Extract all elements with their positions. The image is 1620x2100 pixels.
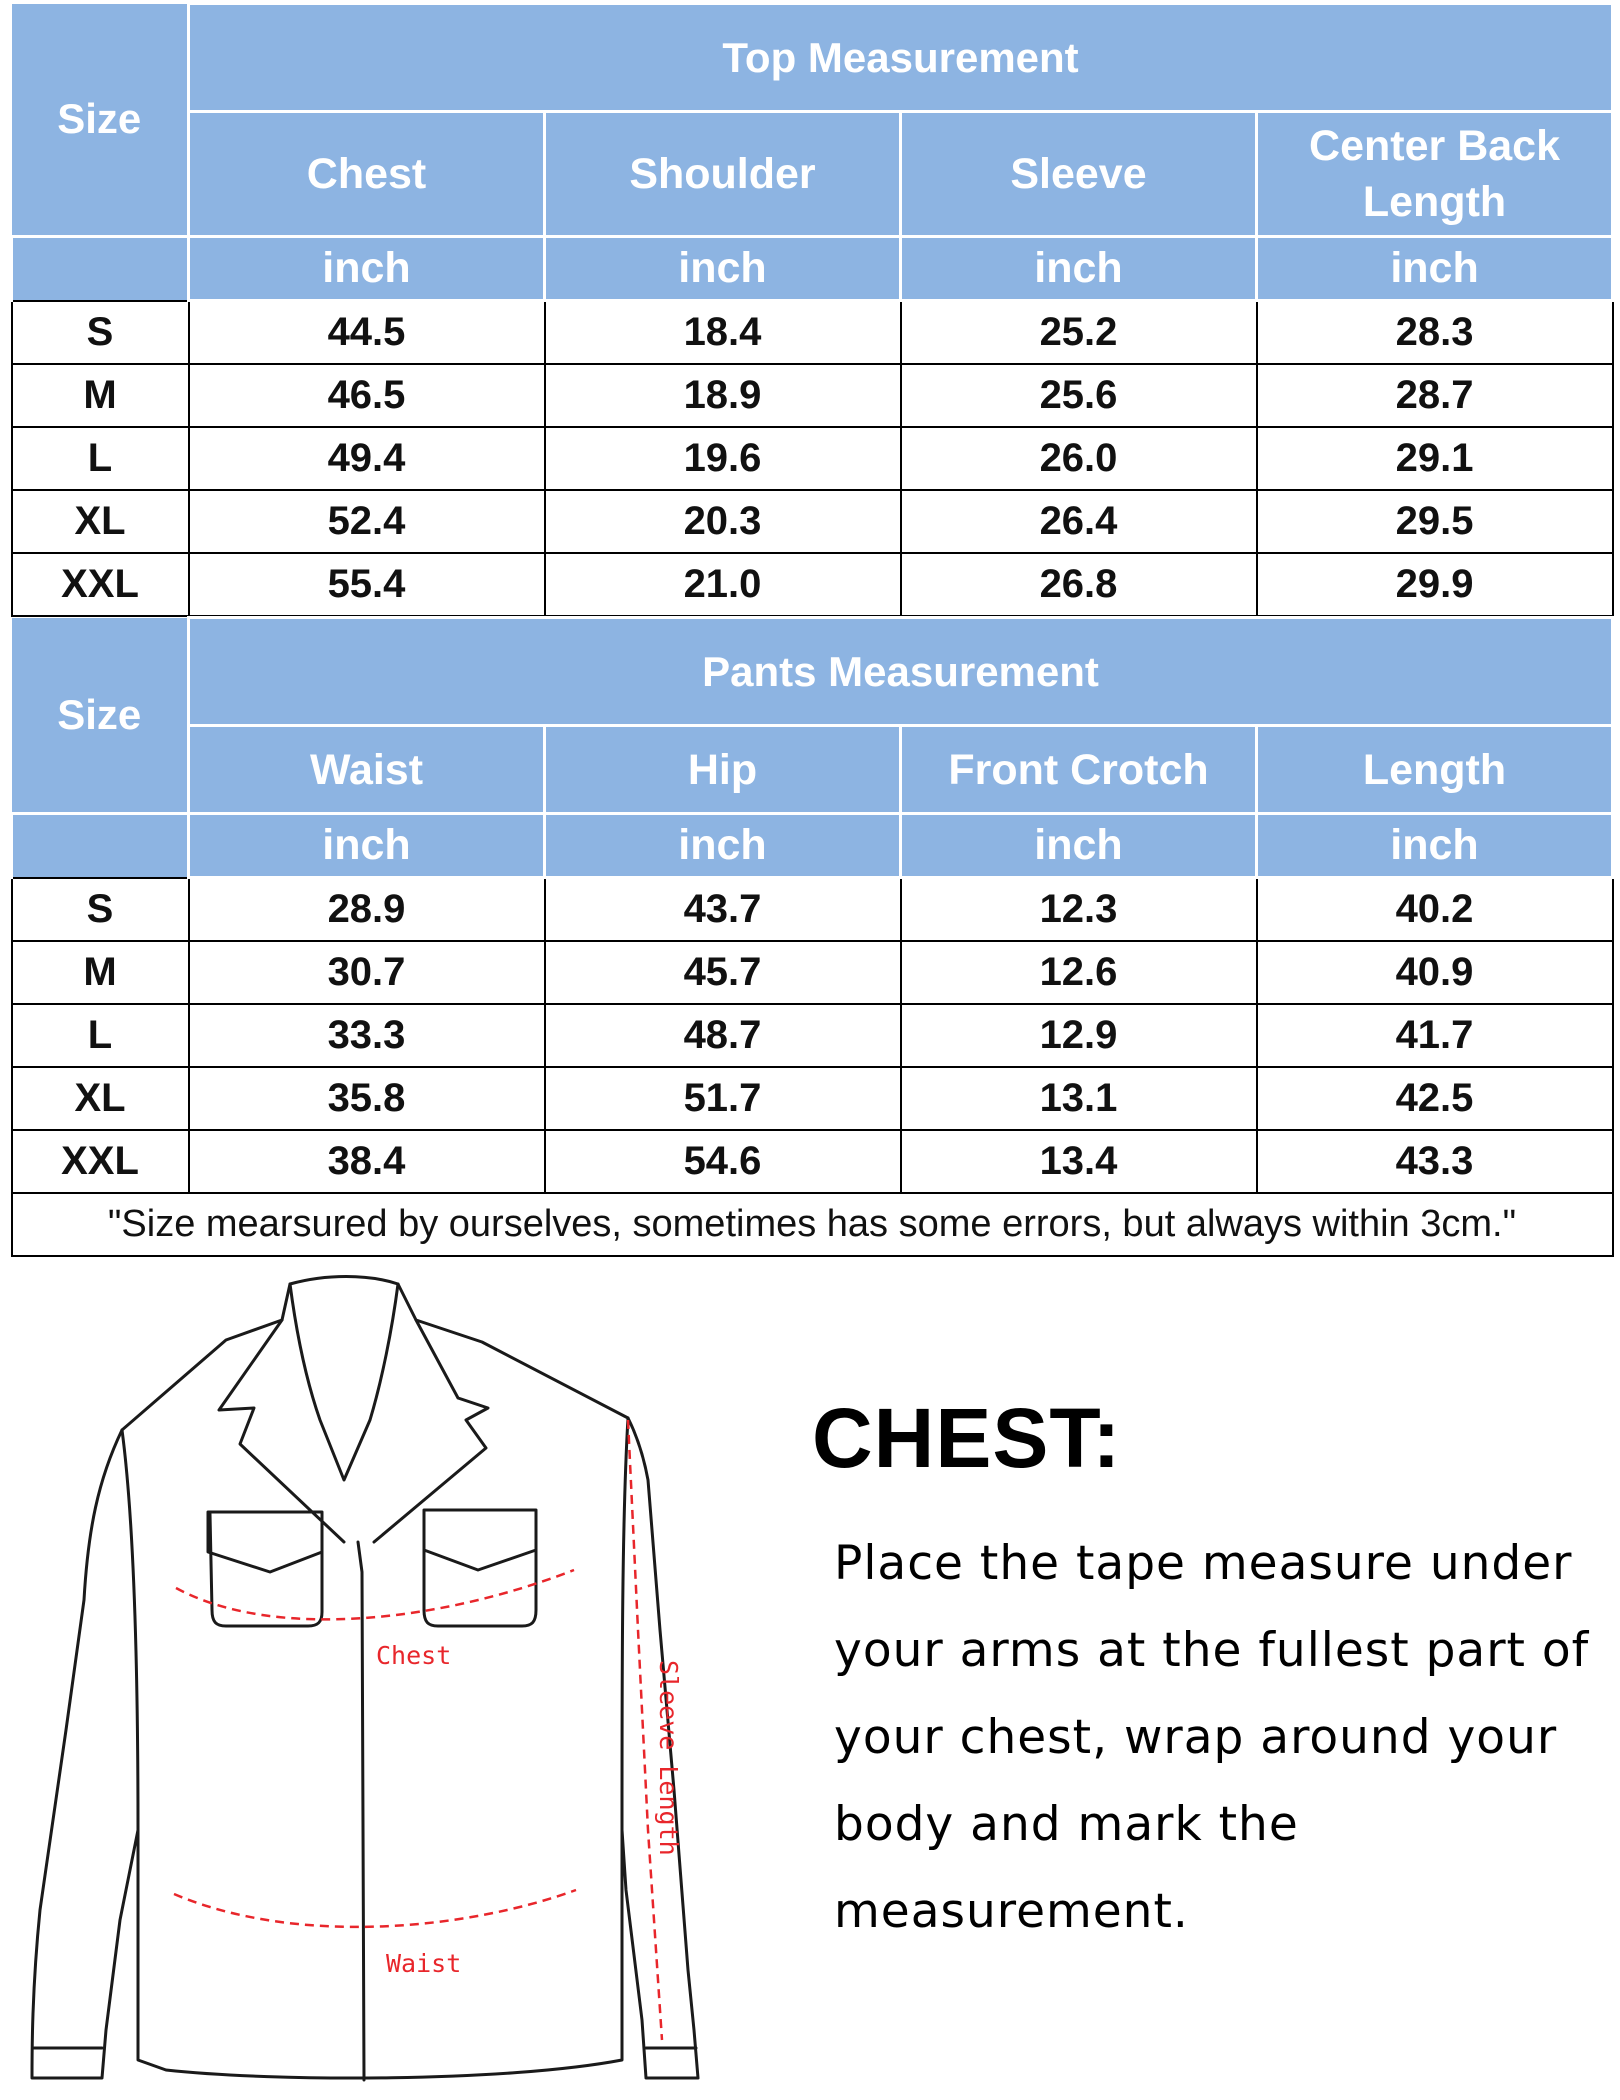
table-row bbox=[12, 878, 1613, 942]
value-cell: 54.6 bbox=[545, 1130, 901, 1193]
table-row bbox=[12, 941, 1613, 1004]
table-row bbox=[12, 490, 1613, 553]
value-cell: 26.0 bbox=[901, 427, 1257, 490]
column-header-chest: Chest bbox=[189, 112, 545, 237]
chest-measure-line bbox=[176, 1570, 574, 1619]
column-header-center-back-length: Center Back Length bbox=[1257, 112, 1613, 237]
value-cell: 26.8 bbox=[901, 553, 1257, 616]
size-cell: S bbox=[12, 301, 189, 365]
value-cell: 18.4 bbox=[545, 301, 901, 365]
value-cell: 46.5 bbox=[189, 364, 545, 427]
value-cell: 43.7 bbox=[545, 878, 901, 942]
unit-label: inch bbox=[901, 237, 1257, 301]
value-cell: 21.0 bbox=[545, 553, 901, 616]
table-row bbox=[12, 1004, 1613, 1067]
value-cell: 28.7 bbox=[1257, 364, 1613, 427]
value-cell: 45.7 bbox=[545, 941, 901, 1004]
collar-band bbox=[290, 1284, 398, 1480]
column-header-waist: Waist bbox=[189, 726, 545, 814]
unit-label: inch bbox=[545, 814, 901, 878]
top-table-title: Top Measurement bbox=[189, 4, 1613, 112]
value-cell: 29.9 bbox=[1257, 553, 1613, 616]
right-pocket-flap bbox=[424, 1510, 536, 1570]
table-row bbox=[12, 427, 1613, 490]
value-cell: 18.9 bbox=[545, 364, 901, 427]
top-size-table bbox=[10, 2, 1614, 617]
size-header: Size bbox=[12, 618, 189, 814]
table-row bbox=[12, 364, 1613, 427]
size-cell: L bbox=[12, 1004, 189, 1067]
chest-measure-instructions: Place the tape measure under your arms at the fullest part of your chest, wrap around your body and mark the measurement. bbox=[834, 1536, 1590, 1939]
value-cell: 43.3 bbox=[1257, 1130, 1613, 1193]
unit-label: inch bbox=[545, 237, 901, 301]
table-row bbox=[12, 553, 1613, 616]
value-cell: 26.4 bbox=[901, 490, 1257, 553]
size-header-filler bbox=[12, 237, 189, 301]
unit-label: inch bbox=[1257, 237, 1613, 301]
value-cell: 28.3 bbox=[1257, 301, 1613, 365]
waist-measure-line bbox=[174, 1890, 576, 1927]
measurement-disclaimer: "Size mearsured by ourselves, sometimes has some errors, but always within 3cm." bbox=[12, 1193, 1613, 1256]
shirt-measurement-diagram bbox=[26, 1270, 736, 2090]
value-cell: 28.9 bbox=[189, 878, 545, 942]
column-header-sleeve: Sleeve bbox=[901, 112, 1257, 237]
table-row bbox=[12, 1067, 1613, 1130]
left-sleeve-seam bbox=[122, 1430, 138, 1830]
unit-label: inch bbox=[1257, 814, 1613, 878]
value-cell: 25.2 bbox=[901, 301, 1257, 365]
value-cell: 12.6 bbox=[901, 941, 1257, 1004]
value-cell: 40.2 bbox=[1257, 878, 1613, 942]
placket bbox=[358, 1542, 364, 2080]
value-cell: 33.3 bbox=[189, 1004, 545, 1067]
size-header: Size bbox=[12, 4, 189, 237]
pants-table-title: Pants Measurement bbox=[189, 618, 1613, 726]
value-cell: 29.5 bbox=[1257, 490, 1613, 553]
size-cell: M bbox=[12, 364, 189, 427]
right-sleeve-seam bbox=[622, 1418, 628, 1830]
value-cell: 30.7 bbox=[189, 941, 545, 1004]
value-cell: 49.4 bbox=[189, 427, 545, 490]
value-cell: 52.4 bbox=[189, 490, 545, 553]
value-cell: 13.4 bbox=[901, 1130, 1257, 1193]
column-header-length: Length bbox=[1257, 726, 1613, 814]
value-cell: 12.3 bbox=[901, 878, 1257, 942]
waist-diagram-label: Waist bbox=[386, 1949, 462, 1978]
value-cell: 29.1 bbox=[1257, 427, 1613, 490]
size-cell: S bbox=[12, 878, 189, 942]
value-cell: 12.9 bbox=[901, 1004, 1257, 1067]
unit-label: inch bbox=[901, 814, 1257, 878]
size-cell: XL bbox=[12, 1067, 189, 1130]
unit-label: inch bbox=[189, 814, 545, 878]
size-cell: XXL bbox=[12, 553, 189, 616]
column-header-hip: Hip bbox=[545, 726, 901, 814]
size-cell: M bbox=[12, 941, 189, 1004]
value-cell: 35.8 bbox=[189, 1067, 545, 1130]
size-cell: L bbox=[12, 427, 189, 490]
value-cell: 51.7 bbox=[545, 1067, 901, 1130]
value-cell: 44.5 bbox=[189, 301, 545, 365]
pants-size-table bbox=[10, 616, 1614, 1257]
value-cell: 38.4 bbox=[189, 1130, 545, 1193]
size-cell: XXL bbox=[12, 1130, 189, 1193]
value-cell: 20.3 bbox=[545, 490, 901, 553]
value-cell: 13.1 bbox=[901, 1067, 1257, 1130]
column-header-front-crotch: Front Crotch bbox=[901, 726, 1257, 814]
sleeve-length-diagram-label: Sleeve Length bbox=[654, 1660, 683, 1856]
value-cell: 55.4 bbox=[189, 553, 545, 616]
value-cell: 41.7 bbox=[1257, 1004, 1613, 1067]
table-row bbox=[12, 1130, 1613, 1193]
left-pocket-flap bbox=[208, 1512, 322, 1572]
value-cell: 40.9 bbox=[1257, 941, 1613, 1004]
size-header-filler bbox=[12, 814, 189, 878]
size-cell: XL bbox=[12, 490, 189, 553]
column-header-shoulder: Shoulder bbox=[545, 112, 901, 237]
table-row bbox=[12, 301, 1613, 365]
chest-diagram-label: Chest bbox=[376, 1641, 452, 1670]
value-cell: 19.6 bbox=[545, 427, 901, 490]
shirt-outline bbox=[32, 1277, 698, 2081]
unit-label: inch bbox=[189, 237, 545, 301]
value-cell: 25.6 bbox=[901, 364, 1257, 427]
value-cell: 48.7 bbox=[545, 1004, 901, 1067]
value-cell: 42.5 bbox=[1257, 1067, 1613, 1130]
chest-heading: CHEST: bbox=[812, 1391, 1122, 1485]
